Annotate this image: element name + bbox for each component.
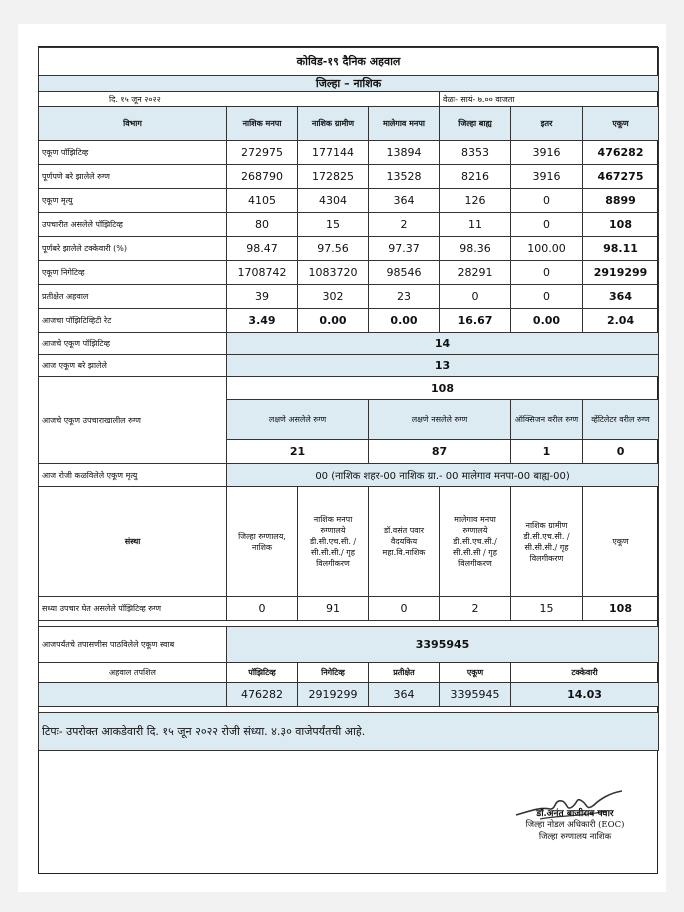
cell: 0 — [227, 597, 298, 621]
header-col: एकूण — [583, 107, 659, 141]
report-note: टिपः- उपरोक्त आकडेवारी दि. १५ जून २०२२ रोजी संध्या. ४.३० वाजेपर्यंतची आहे. — [39, 713, 659, 751]
cell: 1083720 — [298, 261, 369, 285]
cell: 3395945 — [440, 683, 511, 707]
cell: 172825 — [298, 165, 369, 189]
summary-col: एकूण — [440, 663, 511, 683]
table-row — [39, 309, 659, 333]
cell: 13528 — [369, 165, 440, 189]
summary-col: टक्केवारी — [511, 663, 659, 683]
cell: 98.47 — [227, 237, 298, 261]
cell-total: 108 — [583, 597, 659, 621]
header-col: जिल्हा बाह्य — [440, 107, 511, 141]
row-label: एकूण निगेटिव्ह — [39, 261, 227, 285]
deaths-label: आज रोजी कळविलेले एकूण मृत्यु — [39, 464, 227, 487]
cell: 14.03 — [511, 683, 659, 707]
cell: 2 — [369, 213, 440, 237]
cell: 11 — [440, 213, 511, 237]
header-col: मालेगाव मनपा — [369, 107, 440, 141]
summary-empty — [39, 683, 227, 707]
cell: 3916 — [511, 141, 583, 165]
symptomatic-value: 21 — [227, 440, 369, 464]
summary-col: पॉझिटिव्ह — [227, 663, 298, 683]
report-time: वेळः- सायं- ७.०० वाजता — [440, 92, 659, 107]
ventilator-value: 0 — [583, 440, 659, 464]
table-row — [39, 189, 659, 213]
cell: 2919299 — [298, 683, 369, 707]
row-label: आजचा पॉझिटिव्हिटी रेट — [39, 309, 227, 333]
cell: 15 — [511, 597, 583, 621]
today-positive-value: 14 — [227, 333, 659, 355]
cell: 268790 — [227, 165, 298, 189]
cell: 2 — [440, 597, 511, 621]
table-row — [39, 165, 659, 189]
row-label: एकूण मृत्यु — [39, 189, 227, 213]
cell: 91 — [298, 597, 369, 621]
cell: 97.56 — [298, 237, 369, 261]
institution-col: जिल्हा रुग्णालय, नाशिक — [227, 487, 298, 597]
cell: 0 — [511, 285, 583, 309]
cell: 23 — [369, 285, 440, 309]
cell: 13894 — [369, 141, 440, 165]
row-label: उपचारीत असलेले पॉझिटिव्ह — [39, 213, 227, 237]
cell: 1708742 — [227, 261, 298, 285]
cell: 3.49 — [227, 309, 298, 333]
row-label: एकूण पॉझिटिव्ह — [39, 141, 227, 165]
row-label: प्रतीक्षेत अहवाल — [39, 285, 227, 309]
active-label: सध्या उपचार घेत असलेले पॉझिटिव्ह रुग्ण — [39, 597, 227, 621]
institution-col: मालेगाव मनपा रुग्णालये डी.सी.एच.सी./ सी.सी.सी / गृह विलगीकरण — [440, 487, 511, 597]
cell: 476282 — [227, 683, 298, 707]
cell: 15 — [298, 213, 369, 237]
today-recovered-label: आज एकूण बरे झालेले — [39, 355, 227, 377]
cell: 16.67 — [440, 309, 511, 333]
signatory-name: डॉ.अनंत बाजीराव पवार — [536, 809, 614, 819]
today-positive-label: आजचे एकूण पॉझिटिव्ह — [39, 333, 227, 355]
cell: 126 — [440, 189, 511, 213]
cell-total: 364 — [583, 285, 659, 309]
cell-total: 2919299 — [583, 261, 659, 285]
signature-block — [490, 806, 660, 843]
cell: 8353 — [440, 141, 511, 165]
institution-col: नाशिक ग्रामीण डी.सी.एच.सी. /सी.सी.सी./ गृह विलगीकरण — [511, 487, 583, 597]
today-recovered-value: 13 — [227, 355, 659, 377]
header-col: इतर — [511, 107, 583, 141]
oxygen-label: ऑक्सिजन वरील रुग्ण — [511, 400, 583, 440]
samples-label: आजपर्यंतचे तपासणीस पाठविलेले एकूण स्वाब — [39, 627, 227, 663]
cell: 302 — [298, 285, 369, 309]
district-label: जिल्हा – नाशिक — [39, 76, 659, 92]
signatory-office: जिल्हा रुग्णालय नाशिक — [538, 832, 612, 842]
summary-col: प्रतीक्षेत — [369, 663, 440, 683]
header-col: नाशिक ग्रामीण — [298, 107, 369, 141]
report-date: दि. १५ जून २०२२ — [39, 92, 440, 107]
deaths-value: 00 (नाशिक शहर-00 नाशिक ग्रा.- 00 मालेगाव मनपा-00 बाह्य-00) — [227, 464, 659, 487]
signatory-designation: जिल्हा नोडल अधिकारी (EOC) — [525, 820, 625, 830]
cell: 177144 — [298, 141, 369, 165]
under-treatment-label: आजचे एकूण उपचाराखालील रुग्ण — [39, 377, 227, 464]
cell: 4304 — [298, 189, 369, 213]
summary-col: निगेटिव्ह — [298, 663, 369, 683]
cell: 364 — [369, 189, 440, 213]
report-table — [38, 47, 659, 751]
cell: 0 — [511, 261, 583, 285]
symptomatic-label: लक्षणे असलेले रुग्ण — [227, 400, 369, 440]
under-treatment-value: 108 — [227, 377, 659, 400]
row-label: पूर्णपणे बरे झालेले रुग्ण — [39, 165, 227, 189]
cell: 0 — [369, 597, 440, 621]
asymptomatic-value: 87 — [369, 440, 511, 464]
table-row — [39, 261, 659, 285]
row-label: पूर्णबरे झालेले टक्केवारी (%) — [39, 237, 227, 261]
cell: 100.00 — [511, 237, 583, 261]
table-row — [39, 237, 659, 261]
cell: 0.00 — [511, 309, 583, 333]
cell: 0 — [511, 189, 583, 213]
cell: 98.36 — [440, 237, 511, 261]
cell: 4105 — [227, 189, 298, 213]
cell-total: 467275 — [583, 165, 659, 189]
cell-total: 2.04 — [583, 309, 659, 333]
cell: 28291 — [440, 261, 511, 285]
header-department: विभाग — [39, 107, 227, 141]
table-row — [39, 141, 659, 165]
cell: 364 — [369, 683, 440, 707]
cell-total: 476282 — [583, 141, 659, 165]
institution-col: नाशिक मनपा रुग्णालये डी.सी.एच.सी. / सी.सी.सी./ गृह विलगीकरण — [298, 487, 369, 597]
institution-label: संस्था — [39, 487, 227, 597]
report-title: कोविड-१९ दैनिक अहवाल — [39, 48, 659, 76]
cell: 98546 — [369, 261, 440, 285]
cell: 80 — [227, 213, 298, 237]
cell: 97.37 — [369, 237, 440, 261]
oxygen-value: 1 — [511, 440, 583, 464]
cell: 0 — [511, 213, 583, 237]
cell: 8216 — [440, 165, 511, 189]
table-row — [39, 597, 659, 621]
cell-total: 98.11 — [583, 237, 659, 261]
institution-col: डॉ.वसंत पवार वैदयकिय महा.वि.नाशिक — [369, 487, 440, 597]
cell: 272975 — [227, 141, 298, 165]
header-col: नाशिक मनपा — [227, 107, 298, 141]
cell: 0.00 — [369, 309, 440, 333]
institution-col: एकूण — [583, 487, 659, 597]
cell-total: 108 — [583, 213, 659, 237]
ventilator-label: व्हेंटिलेटर वरील रुग्ण — [583, 400, 659, 440]
cell: 0.00 — [298, 309, 369, 333]
asymptomatic-label: लक्षणे नसलेले रुग्ण — [369, 400, 511, 440]
summary-label: अहवाल तपशिल — [39, 663, 227, 683]
cell-total: 8899 — [583, 189, 659, 213]
cell: 3916 — [511, 165, 583, 189]
cell: 0 — [440, 285, 511, 309]
table-row — [39, 213, 659, 237]
table-row — [39, 285, 659, 309]
samples-value: 3395945 — [227, 627, 659, 663]
cell: 39 — [227, 285, 298, 309]
